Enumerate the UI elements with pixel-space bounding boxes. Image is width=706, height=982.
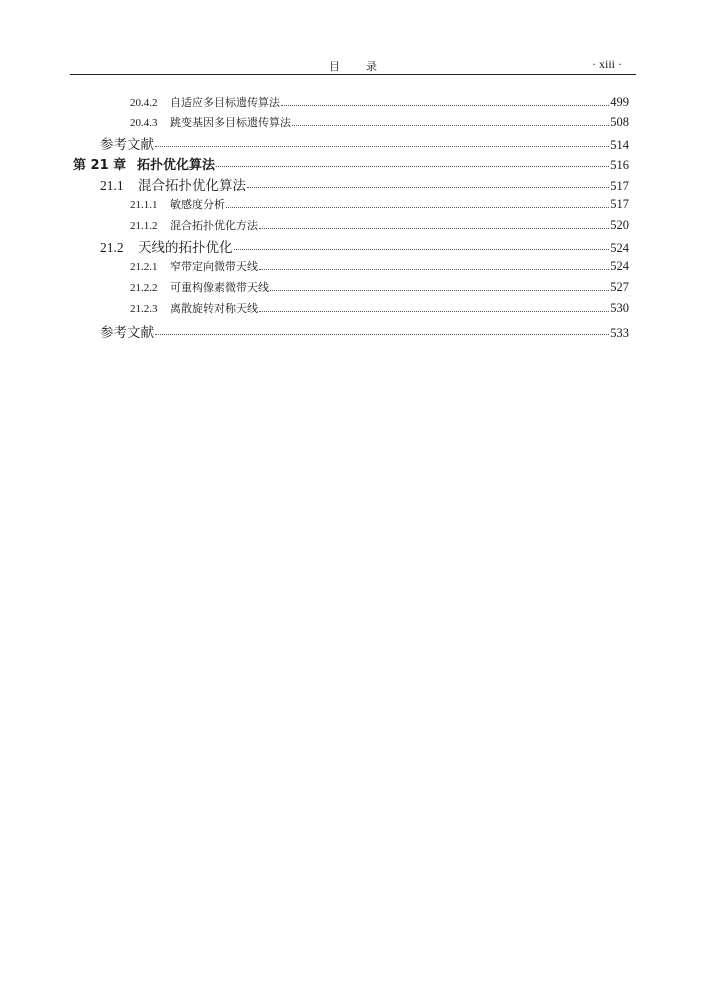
header-title: 目录	[329, 61, 403, 73]
toc-entry-number: 20.4.3	[130, 117, 158, 129]
toc-entry[interactable]	[130, 94, 629, 110]
toc-entry[interactable]	[130, 258, 629, 274]
dot-leader	[281, 105, 609, 106]
toc-entry-number: 21.2.3	[130, 303, 158, 315]
toc-entry-number: 21.2.2	[130, 282, 158, 294]
toc-entry-title: 混合拓扑优化方法	[170, 220, 258, 232]
dot-leader	[259, 228, 609, 229]
toc-entry-page: 517	[610, 179, 629, 193]
toc-entry[interactable]	[130, 196, 629, 212]
toc-entry-references[interactable]	[100, 133, 629, 153]
toc-entry-title: 窄带定向微带天线	[170, 261, 258, 273]
dot-leader	[259, 269, 609, 270]
toc-entry-title: 离散旋转对称天线	[170, 303, 258, 315]
toc-entry-title: 参考文献	[100, 137, 154, 152]
toc-entry[interactable]	[130, 114, 629, 130]
toc-entry-page: 517	[610, 197, 629, 211]
toc-entry[interactable]	[130, 279, 629, 295]
toc-entry-number: 21.1.1	[130, 199, 158, 211]
toc-entry-page: 533	[610, 326, 629, 340]
toc-entry[interactable]	[130, 217, 629, 233]
dot-leader	[226, 207, 609, 208]
toc-entry-number: 21.2.1	[130, 261, 158, 273]
toc-entry-page: 527	[610, 280, 629, 294]
toc-entry-number: 21.2	[100, 240, 124, 255]
toc-entry-number: 21.1	[100, 178, 124, 193]
dot-leader	[292, 125, 609, 126]
toc-entry-page: 514	[610, 138, 629, 152]
toc-section-entry[interactable]	[100, 174, 629, 194]
toc-entry-title: 拓扑优化算法	[137, 158, 216, 173]
toc-entry-title: 自适应多目标遗传算法	[170, 97, 280, 109]
dot-leader	[155, 146, 609, 147]
dot-leader	[259, 311, 609, 312]
header-page-number: · xiii ·	[592, 57, 622, 71]
toc-entry-number: 21.1.2	[130, 220, 158, 232]
dot-leader	[216, 166, 609, 167]
dot-leader	[234, 249, 610, 250]
toc-entry-page: 516	[610, 158, 629, 172]
toc-entry-title: 跳变基因多目标遗传算法	[170, 117, 291, 129]
toc-entry-title: 参考文献	[100, 325, 154, 340]
toc-entry-title: 混合拓扑优化算法	[138, 178, 246, 193]
toc-chapter-entry[interactable]	[73, 154, 629, 173]
toc-entry-page: 520	[610, 218, 629, 232]
toc-entry-page: 508	[610, 115, 629, 129]
toc-entry-page: 499	[610, 95, 629, 109]
toc-entry-title: 天线的拓扑优化	[138, 240, 233, 255]
toc-entry[interactable]	[130, 300, 629, 316]
toc-entry-references[interactable]	[100, 321, 629, 341]
toc-section-entry[interactable]	[100, 236, 629, 256]
toc-entry-page: 524	[610, 259, 629, 273]
toc-entry-title: 可重构像素微带天线	[170, 282, 269, 294]
toc-entry-page: 524	[610, 241, 629, 255]
page-header	[70, 54, 636, 75]
toc-entry-title: 敏感度分析	[170, 199, 225, 211]
dot-leader	[155, 334, 609, 335]
toc-entry-number: 20.4.2	[130, 97, 158, 109]
dot-leader	[247, 187, 609, 188]
toc-entry-page: 530	[610, 301, 629, 315]
dot-leader	[270, 290, 609, 291]
toc-entry-number: 第 21 章	[73, 158, 127, 173]
